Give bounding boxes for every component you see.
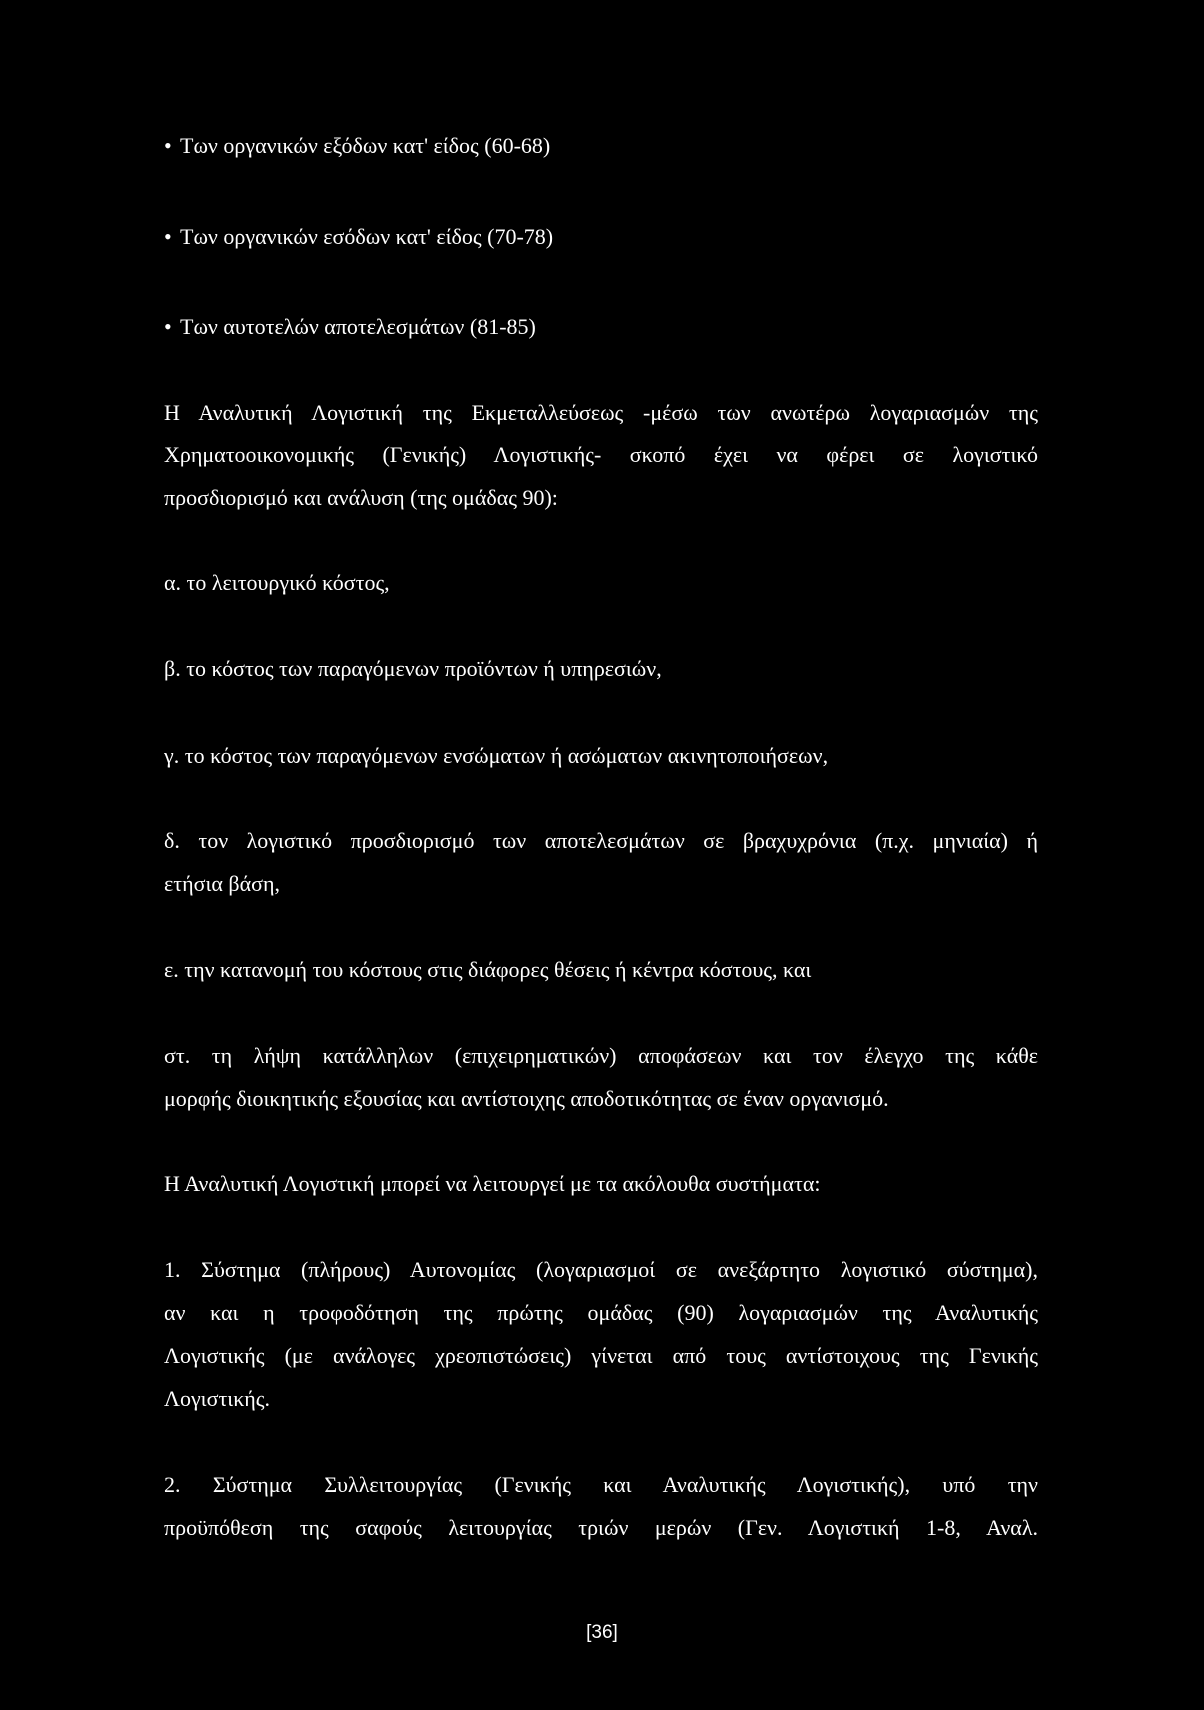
system1-line: Λογιστικής. xyxy=(164,1386,271,1411)
system1-line: Λογιστικής (με ανάλογες χρεοπιστώσεις) γίνεται από τους αντίστοιχους της Γενικής xyxy=(164,1343,1038,1368)
system2-line: προϋπόθεση της σαφούς λειτουργίας τριών μερών (Γεν. Λογιστική 1-8, Αναλ. xyxy=(164,1515,1038,1540)
bullet-icon: • xyxy=(164,133,172,158)
bullet-text: Των αυτοτελών αποτελεσμάτων (81-85) xyxy=(180,314,536,339)
bullet-icon: • xyxy=(164,224,172,249)
bullet-text: Των οργανικών εσόδων κατ' είδος (70-78) xyxy=(180,224,554,249)
system2-line: 2. Σύστημα Συλλειτουργίας (Γενικής και Αναλυτικής Λογιστικής), υπό την xyxy=(164,1472,1038,1497)
bullet-item xyxy=(164,131,550,161)
list-item-c: γ. το κόστος των παραγόμενων ενσώματων ή ασώματων ακινητοποιήσεων, xyxy=(164,743,829,768)
system1-line: αν και η τροφοδότηση της πρώτης ομάδας (90) λογαριασμών της Αναλυτικής xyxy=(164,1300,1038,1325)
bullet-item xyxy=(164,222,553,252)
system1-line: 1. Σύστημα (πλήρους) Αυτονομίας (λογαριασμοί σε ανεξάρτητο λογιστικό σύστημα), xyxy=(164,1257,1038,1282)
paragraph-line: Χρηματοοικονομικής (Γενικής) Λογιστικής- σκοπό έχει να φέρει σε λογιστικό xyxy=(164,442,1038,467)
list-item-a: α. το λειτουργικό κόστος, xyxy=(164,570,390,595)
paragraph-line: Η Αναλυτική Λογιστική της Εκμεταλλεύσεως -μέσω των ανωτέρω λογαριασμών της xyxy=(164,400,1038,425)
list-item-d-line2: ετήσια βάση, xyxy=(164,871,280,896)
list-item-d-line1: δ. τον λογιστικό προσδιορισμό των αποτελεσμάτων σε βραχυχρόνια (π.χ. μηνιαία) ή xyxy=(164,828,1038,853)
list-item-st-line2: μορφής διοικητικής εξουσίας και αντίστοιχης αποδοτικότητας σε έναν οργανισμό. xyxy=(164,1086,889,1111)
bullet-text: Των οργανικών εξόδων κατ' είδος (60-68) xyxy=(180,133,551,158)
paragraph-line: προσδιορισμό και ανάλυση (της ομάδας 90): xyxy=(164,485,558,510)
bullet-item xyxy=(164,312,536,342)
list-item-st-line1: στ. τη λήψη κατάλληλων (επιχειρηματικών) αποφάσεων και τον έλεγχο της κάθε xyxy=(164,1043,1038,1068)
paragraph-systems-intro: Η Αναλυτική Λογιστική μπορεί να λειτουργεί με τα ακόλουθα συστήματα: xyxy=(164,1171,821,1196)
list-item-e: ε. την κατανομή του κόστους στις διάφορες θέσεις ή κέντρα κόστους, και xyxy=(164,957,812,982)
list-item-b: β. το κόστος των παραγόμενων προϊόντων ή υπηρεσιών, xyxy=(164,656,662,681)
page-number: [36] xyxy=(586,1622,618,1643)
bullet-icon: • xyxy=(164,314,172,339)
